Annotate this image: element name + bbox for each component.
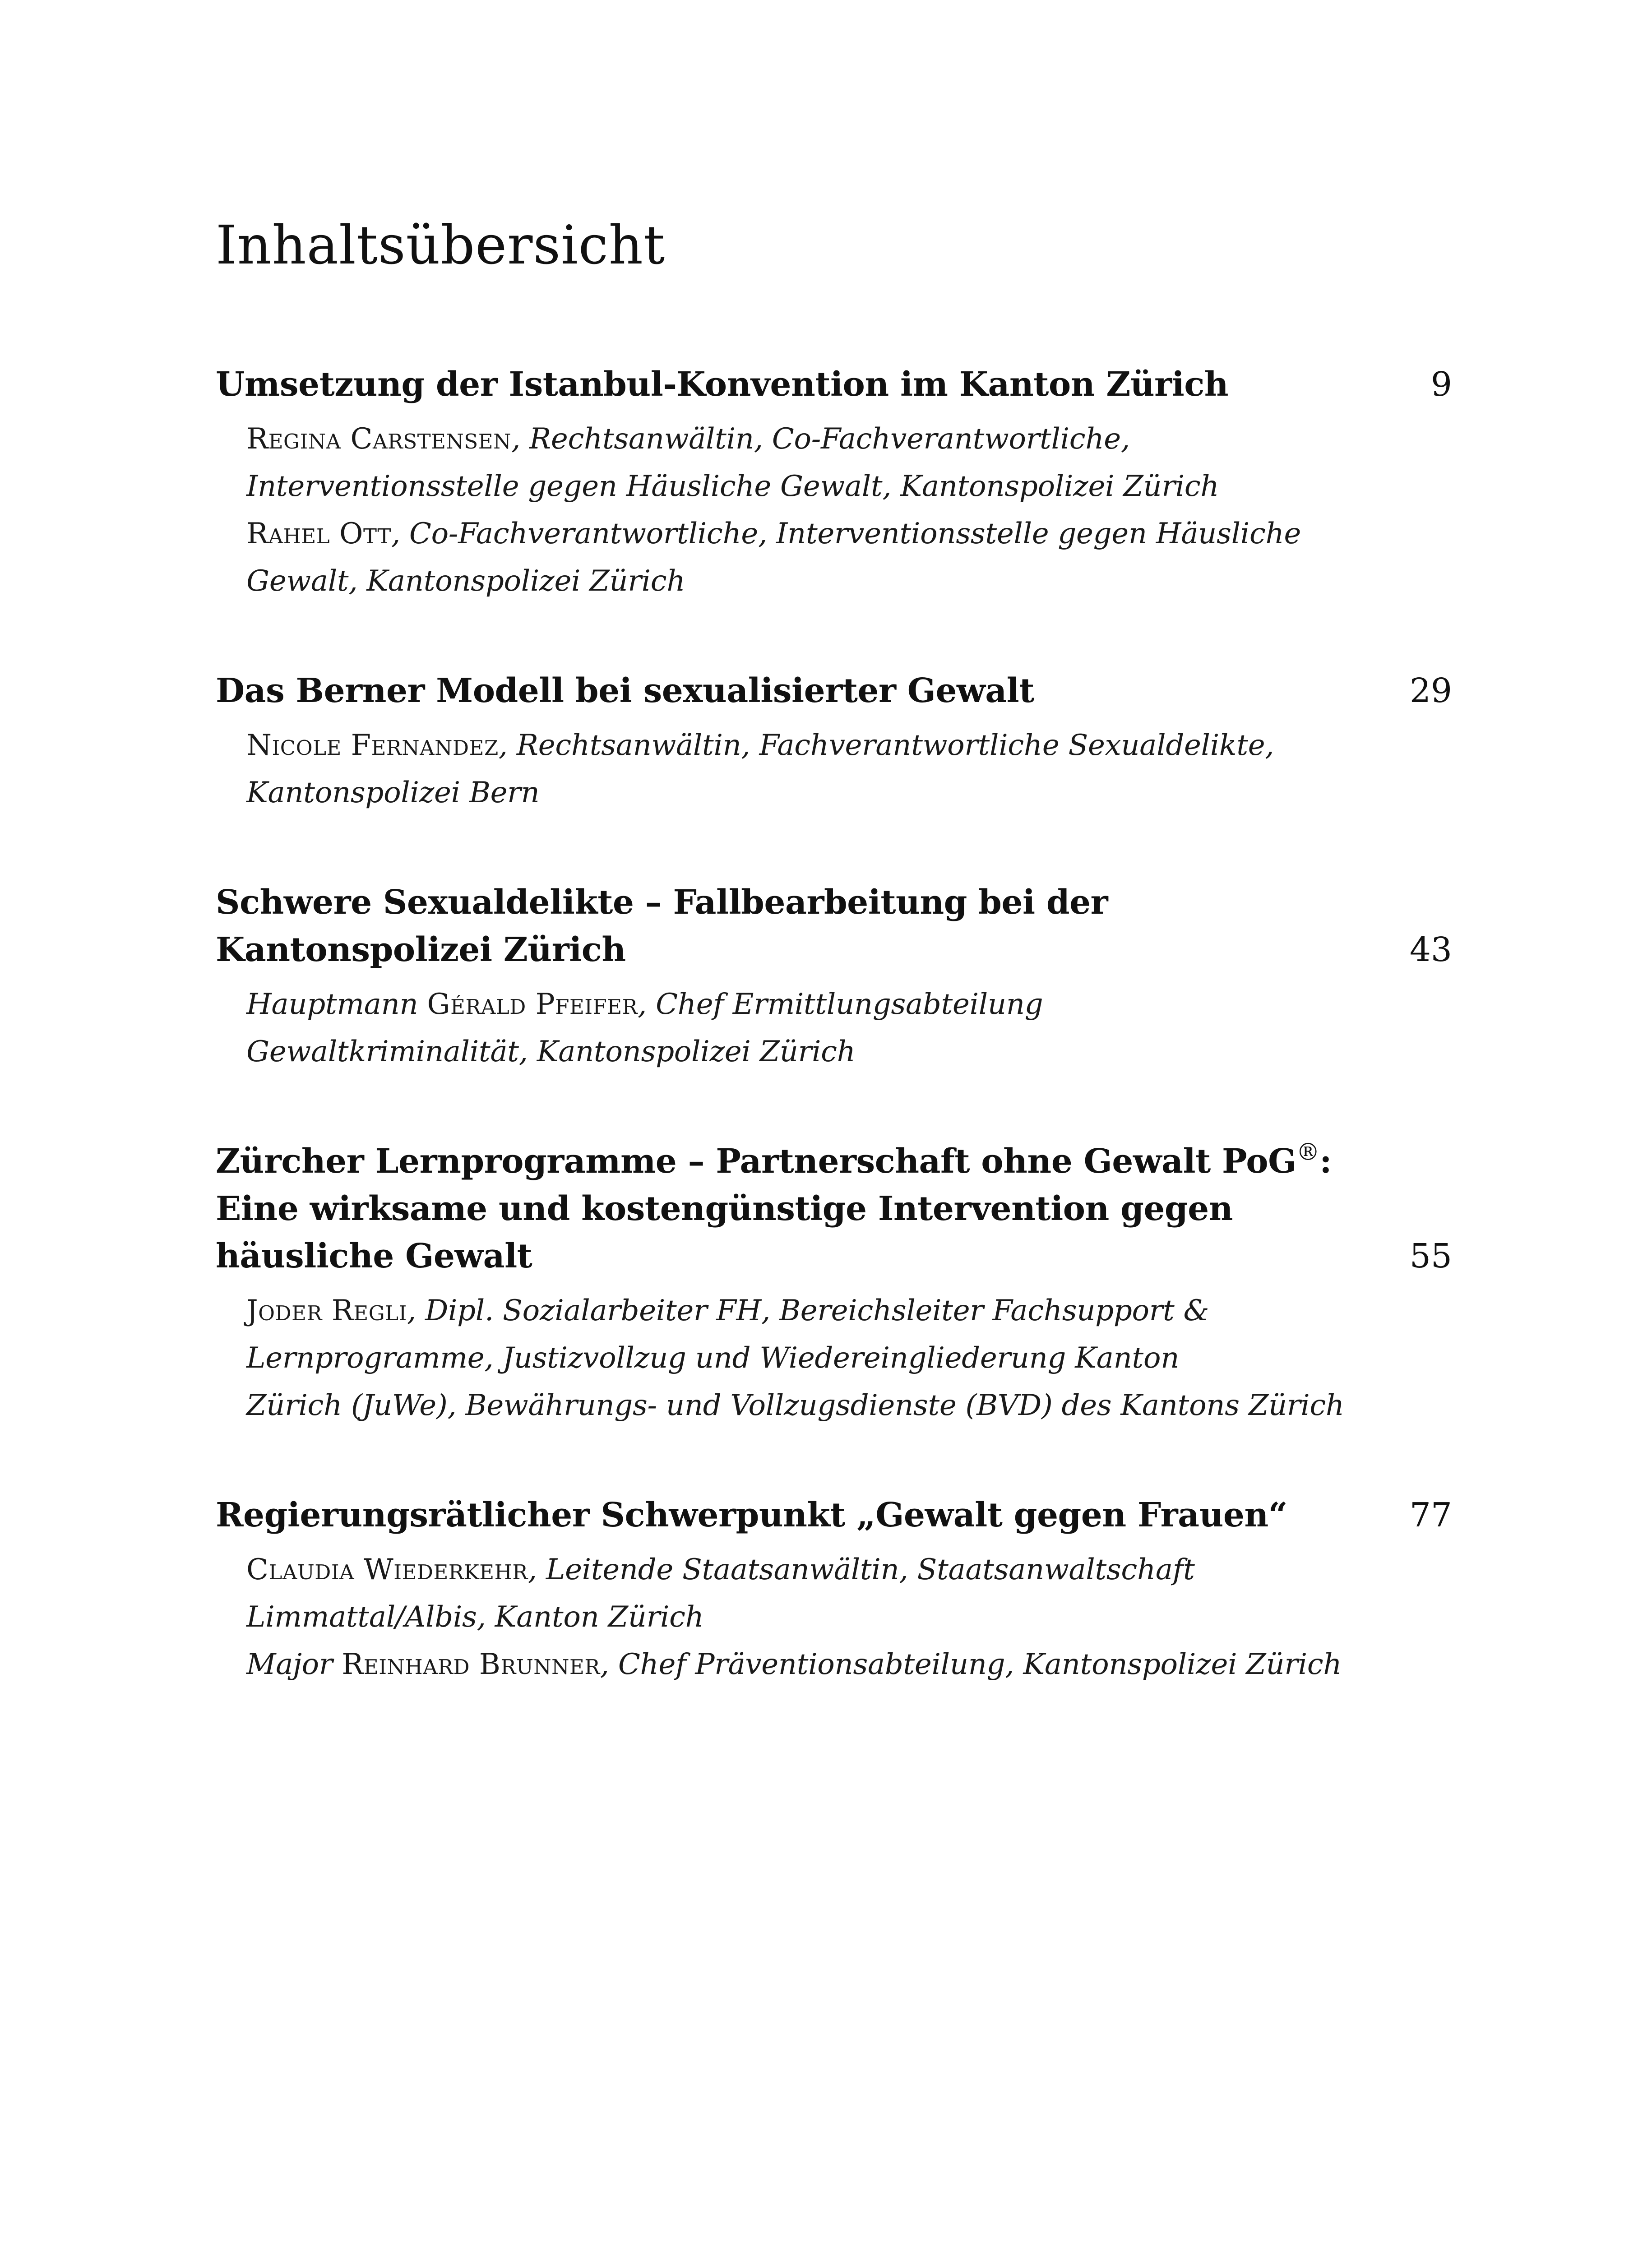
author-line: Hauptmann Gérald Pfeifer, Chef Ermittlungsabteilung (246, 988, 1043, 1021)
toc-entry-title (216, 667, 1452, 715)
toc-entry-title (216, 1492, 1452, 1539)
toc-entry-authors (216, 722, 1452, 817)
toc-entry[interactable] (216, 879, 1452, 1076)
toc-entry-title (216, 879, 1452, 974)
toc-entry-authors (216, 981, 1452, 1076)
toc-entry-title (216, 361, 1452, 408)
toc-page-number: 9 (1430, 365, 1452, 404)
toc-page-number: 77 (1409, 1496, 1452, 1535)
toc-title-line: Kantonspolizei Zürich (216, 930, 626, 969)
author-name: Reinhard Brunner (342, 1648, 600, 1681)
author-name: Regina Carstensen (246, 422, 511, 456)
author-line: Nicole Fernandez, Rechtsanwältin, Fachverantwortliche Sexualdelikte, (246, 729, 1274, 762)
author-line: Zürich (JuWe), Bewährungs- und Vollzugsdienste (BVD) des Kantons Zürich (246, 1389, 1344, 1422)
toc-title-line: Das Berner Modell bei sexualisierter Gewalt (216, 671, 1034, 710)
toc-title-line: Schwere Sexualdelikte – Fallbearbeitung bei der (216, 883, 1108, 922)
toc-entry-title (216, 1138, 1452, 1280)
toc-entry[interactable] (216, 361, 1452, 605)
toc-title-line: Umsetzung der Istanbul-Konvention im Kanton Zürich (216, 365, 1229, 404)
toc-entry-authors (216, 416, 1452, 605)
toc-entry[interactable] (216, 667, 1452, 817)
author-line: Kantonspolizei Bern (246, 776, 540, 809)
toc-entry-authors (216, 1287, 1452, 1429)
author-line: Interventionsstelle gegen Häusliche Gewalt, Kantonspolizei Zürich (246, 470, 1219, 503)
toc-title-line: häusliche Gewalt (216, 1237, 532, 1276)
author-name: Joder Regli (246, 1294, 407, 1327)
author-line: Joder Regli, Dipl. Sozialarbeiter FH, Bereichsleiter Fachsupport & (246, 1294, 1209, 1327)
author-name: Claudia Wiederkehr (246, 1553, 528, 1586)
author-line: Regina Carstensen, Rechtsanwältin, Co-Fachverantwortliche, (246, 422, 1130, 456)
author-line: Lernprogramme, Justizvollzug und Wiedereingliederung Kanton (246, 1341, 1180, 1375)
toc-title-line: Zürcher Lernprogramme – Partnerschaft ohne Gewalt PoG®: (216, 1139, 1332, 1181)
author-line: Rahel Ott, Co-Fachverantwortliche, Interventionsstelle gegen Häusliche (246, 517, 1301, 550)
author-line: Gewaltkriminalität, Kantonspolizei Zürich (246, 1035, 856, 1068)
toc-title-line: Eine wirksame und kostengünstige Intervention gegen (216, 1189, 1233, 1228)
toc-entry-authors (216, 1546, 1452, 1688)
toc-title-line: Regierungsrätlicher Schwerpunkt „Gewalt gegen Frauen“ (216, 1496, 1287, 1535)
toc-entry[interactable] (216, 1138, 1452, 1429)
author-name: Gérald Pfeifer (427, 988, 638, 1021)
table-of-contents (216, 361, 1452, 1751)
author-line: Major Reinhard Brunner, Chef Präventionsabteilung, Kantonspolizei Zürich (246, 1648, 1342, 1681)
toc-entry[interactable] (216, 1492, 1452, 1688)
toc-page-number: 29 (1409, 671, 1452, 710)
author-line: Claudia Wiederkehr, Leitende Staatsanwältin, Staatsanwaltschaft (246, 1553, 1195, 1586)
author-name: Nicole Fernandez (246, 729, 499, 762)
author-line: Gewalt, Kantonspolizei Zürich (246, 564, 685, 598)
author-name: Rahel Ott (246, 517, 391, 550)
page-title: Inhaltsübersicht (216, 214, 666, 276)
toc-page-number: 55 (1409, 1237, 1452, 1276)
toc-page-number: 43 (1409, 930, 1452, 969)
author-line: Limmattal/Albis, Kanton Zürich (246, 1600, 704, 1634)
